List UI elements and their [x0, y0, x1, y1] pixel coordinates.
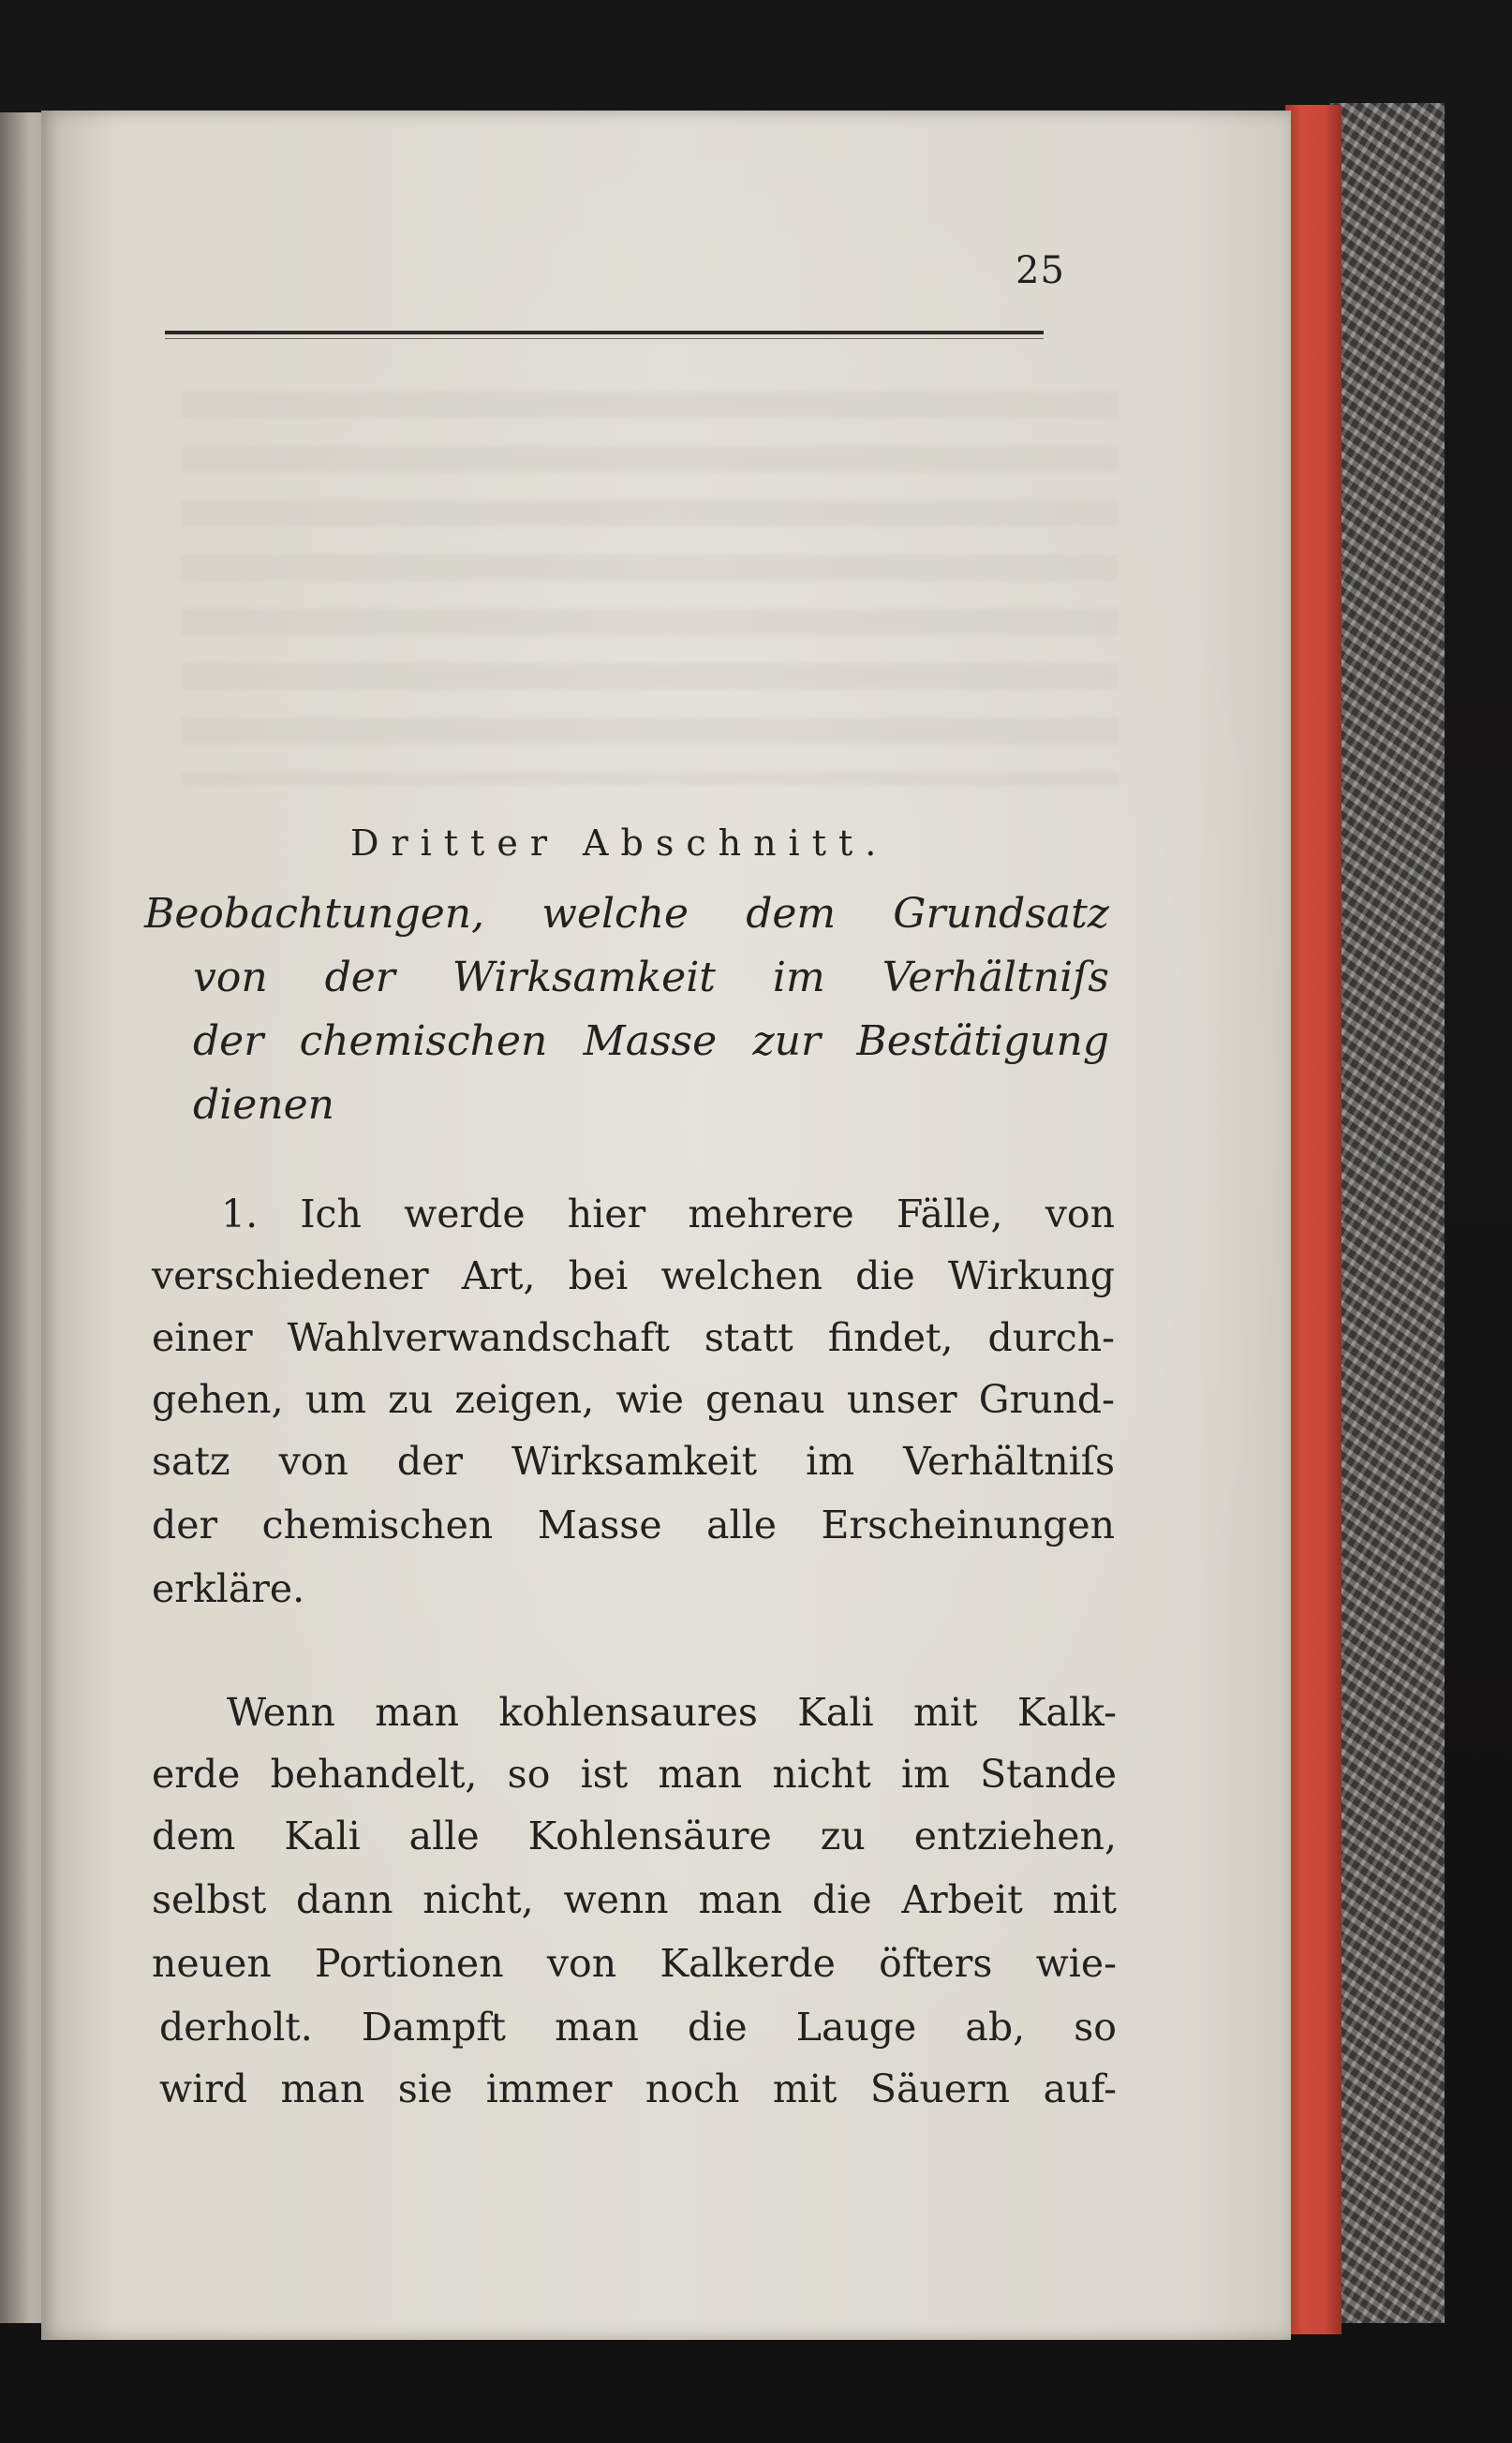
ink-bleed-through	[182, 392, 1119, 785]
header-rule	[165, 331, 1044, 334]
subtitle-line: Beobachtungen, welche dem Grundsatz	[144, 890, 1109, 938]
paragraph-line: Wenn man kohlensaures Kali mit Kalk-	[227, 1690, 1117, 1735]
paragraph-line: erde behandelt, so ist man nicht im Stande	[152, 1752, 1117, 1797]
paragraph-line: dem Kali alle Kohlensäure zu entziehen,	[152, 1814, 1117, 1858]
book-page	[41, 111, 1291, 2340]
paragraph-line: selbst dann nicht, wenn man die Arbeit mit	[152, 1877, 1117, 1922]
marbled-cover-edge	[1330, 103, 1445, 2323]
header-rule-thin	[165, 338, 1044, 339]
subtitle-line: dienen	[193, 1081, 334, 1129]
section-heading: Dritter Abschnitt.	[350, 822, 889, 864]
paragraph-line: wird man sie immer noch mit Säuern auf-	[159, 2066, 1117, 2111]
paragraph-line: gehen, um zu zeigen, wie genau unser Grund-	[152, 1377, 1115, 1422]
paragraph-line: erkläre.	[152, 1566, 305, 1611]
paragraph-line: verschiedener Art, bei welchen die Wirkung	[152, 1253, 1115, 1298]
subtitle-line: von der Wirksamkeit im Verhältniſs	[193, 954, 1109, 1001]
paragraph-line: einer Wahlverwandschaft statt findet, durch-	[152, 1315, 1115, 1360]
paragraph-line: derholt. Dampft man die Lauge ab, so	[159, 2005, 1117, 2050]
paragraph-line: der chemischen Masse alle Erscheinungen	[152, 1503, 1115, 1547]
page-number: 25	[1015, 249, 1065, 292]
paragraph-line: 1. Ich werde hier mehrere Fälle, von	[221, 1192, 1115, 1236]
red-page-edge	[1285, 105, 1342, 2334]
subtitle-line: der chemischen Masse zur Bestätigung	[193, 1017, 1109, 1065]
paragraph-line: neuen Portionen von Kalkerde öfters wie-	[152, 1941, 1117, 1986]
paragraph-line: satz von der Wirksamkeit im Verhältniſs	[152, 1439, 1115, 1484]
